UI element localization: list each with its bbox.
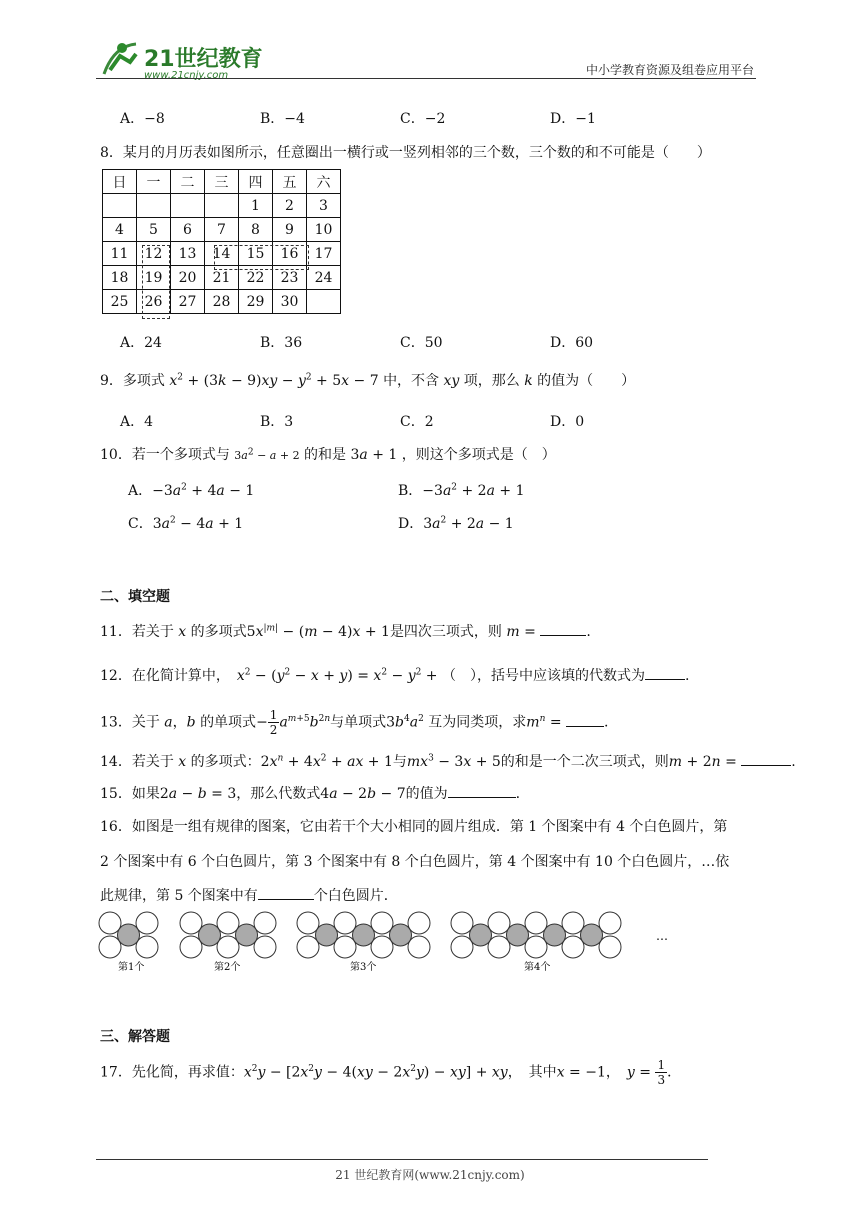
calendar-cell: 27: [171, 290, 205, 314]
q15-text: 15．如果2a − b = 3，那么代数式4a − 2b − 7的值为 .: [100, 783, 520, 803]
calendar-cell: 2: [273, 194, 307, 218]
q12-text: 12．在化简计算中， $x^2 - (y^2 - x + y) = x^2 - y^2$ + （ ），括号中应该填的代数式为 .: [100, 665, 689, 685]
calendar-cell: 16: [273, 242, 307, 266]
q9-k: k: [524, 373, 533, 389]
q15-blank[interactable]: [448, 783, 516, 798]
pattern-ellipsis: …: [656, 929, 668, 943]
q8-text: 8．某月的月历表如图所示，任意圈出一横行或一竖列相邻的三个数，三个数的和不可能是（ ）: [100, 145, 711, 161]
q9-text: [100, 370, 635, 390]
q10-sum: 3a + 1: [350, 447, 398, 463]
calendar-header: 日: [103, 170, 137, 194]
q16-line3: 此规律，第 5 个图案中有 个白色圆片．: [100, 885, 398, 905]
calendar-row: [103, 218, 341, 242]
calendar-row: [103, 194, 341, 218]
q8-option-d: D．60: [550, 335, 594, 351]
q8-option-b: B．36: [260, 335, 303, 351]
q10-end: ，则这个多项式是（ ）: [401, 447, 556, 463]
q7-option-c: C．−2: [400, 111, 446, 127]
calendar-cell: 8: [239, 218, 273, 242]
q9-middle: 中，不含: [383, 373, 440, 389]
header-divider: [96, 78, 756, 79]
q10-option-a: A．$-3a^2 + 4a - 1$: [128, 482, 255, 499]
q16-line1: 16．如图是一组有规律的图案，它由若干个大小相同的圆片组成．第 1 个图案中有 4 个白色圆片，第: [100, 819, 728, 835]
calendar-cell: [171, 194, 205, 218]
calendar-cell: 10: [307, 218, 341, 242]
calendar-cell: 3: [307, 194, 341, 218]
footer-divider: [96, 1159, 708, 1160]
calendar-cell: 1: [239, 194, 273, 218]
calendar-cell: 14: [205, 242, 239, 266]
q9-suffix: 项，那么: [463, 373, 520, 389]
calendar-header: 五: [273, 170, 307, 194]
q7-option-d: D．−1: [550, 111, 596, 127]
q9-option-a: A．4: [120, 414, 154, 430]
q9-option-c: C．2: [400, 414, 434, 430]
calendar-cell: [137, 194, 171, 218]
q11-text: 11．若关于 x 的多项式$5x^{|m|} - (m - 4)x + 1$是四次三项式，则 m = .: [100, 621, 591, 641]
pattern-3: [297, 912, 430, 958]
calendar-cell: 13: [171, 242, 205, 266]
calendar-cell: [307, 290, 341, 314]
calendar-cell: 5: [137, 218, 171, 242]
footer-text: 21 世纪教育网(www.21cnjy.com): [335, 1168, 525, 1182]
pattern-4: [451, 912, 621, 958]
calendar-cell: 26: [137, 290, 171, 314]
q17-text: 17．先化简，再求值：$x^2y - [2x^2y - 4(xy - 2x^2y) - xy]$ + xy， 其中x = −1， y = $\frac{1}{3}$ ．: [100, 1058, 682, 1087]
q12-blank[interactable]: [645, 665, 685, 680]
calendar-cell: 23: [273, 266, 307, 290]
calendar-cell: 15: [239, 242, 273, 266]
q10-option-c: C．$3a^2 - 4a + 1$: [128, 515, 244, 532]
q9-end: 的值为（ ）: [537, 373, 636, 389]
q11-blank[interactable]: [540, 621, 586, 636]
calendar-cell: [205, 194, 239, 218]
calendar-vertical-selection: [142, 245, 170, 319]
q9-prefix: 9．多项式: [100, 373, 165, 389]
calendar-cell: 30: [273, 290, 307, 314]
header-platform-text: 中小学教育资源及组卷应用平台: [585, 63, 754, 77]
calendar-header: 一: [137, 170, 171, 194]
calendar-cell: 22: [239, 266, 273, 290]
q10-given: $3a^2 - a + 2$: [234, 447, 300, 462]
circle-pattern-figure: [96, 908, 676, 978]
q9-term: xy: [443, 373, 460, 389]
section-answer: 三、解答题: [100, 1029, 170, 1045]
calendar-cell: 18: [103, 266, 137, 290]
q8-option-c: C．50: [400, 335, 443, 351]
pattern-label-4: 第4个: [524, 962, 551, 973]
pattern-label-2: 第2个: [214, 962, 241, 973]
pattern-1: [99, 912, 158, 958]
calendar-horizontal-selection: [214, 245, 309, 270]
calendar-header: 三: [205, 170, 239, 194]
calendar-table: [102, 169, 341, 314]
q14-blank[interactable]: [741, 751, 791, 766]
calendar-cell: 28: [205, 290, 239, 314]
calendar-header: 二: [171, 170, 205, 194]
q9-option-b: B．3: [260, 414, 294, 430]
q10-option-b: B．$-3a^2 + 2a + 1$: [398, 482, 525, 499]
pattern-label-3: 第3个: [350, 962, 377, 973]
site-logo: [96, 36, 266, 82]
q10-prefix: 10．若一个多项式与: [100, 447, 230, 463]
logo-url: www.21cnjy.com: [144, 70, 229, 81]
q9-polynomial: $x^2 + (3k - 9)xy - y^2 + 5x - 7$: [169, 372, 379, 389]
calendar-cell: 4: [103, 218, 137, 242]
q7-option-b: B．−4: [260, 111, 305, 127]
calendar-cell: 17: [307, 242, 341, 266]
q13-fraction: $\frac{1}{2}$: [269, 708, 278, 737]
pattern-label-1: 第1个: [118, 962, 145, 973]
q9-option-d: D．0: [550, 414, 585, 430]
calendar-cell: 9: [273, 218, 307, 242]
q13-blank[interactable]: [566, 712, 604, 727]
q16-blank[interactable]: [258, 885, 314, 900]
q7-option-a: A．−8: [120, 111, 165, 127]
calendar-header: 六: [307, 170, 341, 194]
q17-fraction: $\frac{1}{3}$: [657, 1058, 666, 1087]
calendar-cell: 25: [103, 290, 137, 314]
q14-text: 14．若关于 x 的多项式：$2x^n + 4x^2$ + ax + 1与$mx^3 - 3x + 5$的和是一个二次三项式，则m + 2n = .: [100, 751, 796, 771]
q16-line2: 2 个图案中有 6 个白色圆片，第 3 个图案中有 8 个白色圆片，第 4 个图案中有 10 个白色圆片，…依: [100, 854, 730, 870]
calendar-cell: 24: [307, 266, 341, 290]
calendar-cell: 21: [205, 266, 239, 290]
calendar-cell: 20: [171, 266, 205, 290]
calendar-cell: 12: [137, 242, 171, 266]
q8-option-a: A．24: [120, 335, 162, 351]
q13-text: 13．关于 a，b 的单项式− $\frac{1}{2}$ $a^{m+5}b^{2n}$与单项式$3b^4a^2$ 互为同类项，求$m^n$ = .: [100, 708, 609, 737]
calendar-row: [103, 290, 341, 314]
section-fill-in: 二、填空题: [100, 589, 170, 605]
q10-text: [100, 444, 556, 464]
logo-text: 21世纪教育: [144, 47, 263, 72]
calendar-cell: 11: [103, 242, 137, 266]
q10-option-d: D．$3a^2 + 2a - 1$: [398, 515, 514, 532]
calendar-cell: 7: [205, 218, 239, 242]
calendar-cell: 19: [137, 266, 171, 290]
calendar-header-row: [103, 170, 341, 194]
calendar-cell: 6: [171, 218, 205, 242]
pattern-2: [180, 912, 276, 958]
q10-middle: 的和是: [304, 447, 347, 463]
calendar-cell: 29: [239, 290, 273, 314]
calendar-header: 四: [239, 170, 273, 194]
calendar-cell: [103, 194, 137, 218]
